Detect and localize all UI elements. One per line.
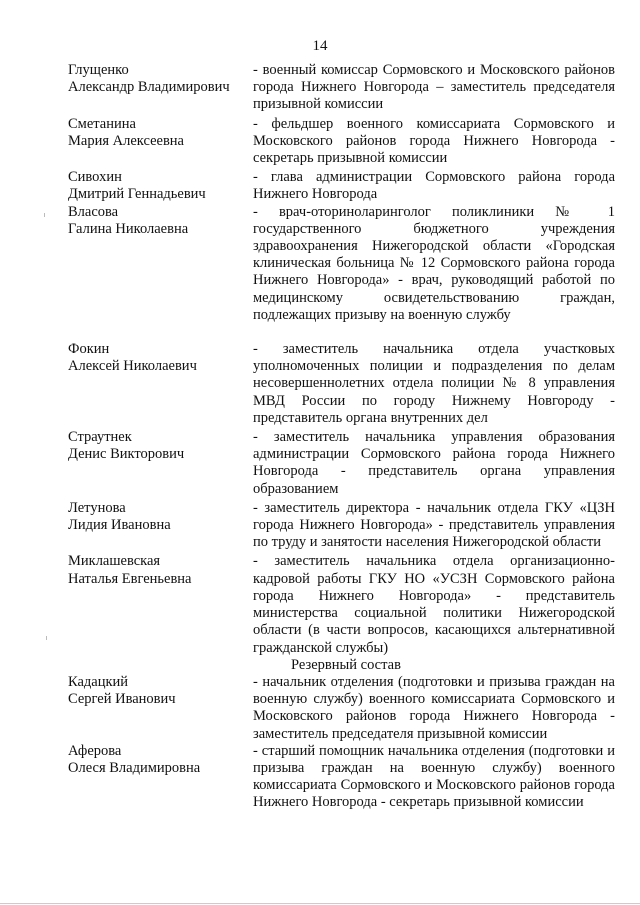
scan-mark (44, 213, 45, 217)
member-entry (68, 341, 616, 427)
member-name (68, 116, 248, 168)
member-role: - заместитель директора - начальник отдела ГКУ «ЦЗН города Нижнего Новгорода» - представитель управления по труду и занятости населения Нижегородской области (253, 499, 615, 551)
member-surname: Страутнек (68, 429, 132, 446)
member-surname: Кадацкий (68, 673, 129, 690)
member-entry (68, 116, 616, 168)
member-name (68, 429, 248, 498)
member-surname: Фокин (68, 341, 110, 358)
reserve-member-entry (68, 743, 616, 812)
scan-mark (46, 636, 47, 640)
member-surname: Глущенко (68, 62, 129, 78)
member-surname: Сивохин (68, 169, 122, 186)
scan-edge (0, 903, 640, 904)
member-surname: Летунова (68, 499, 126, 516)
page-number: 14 (312, 38, 328, 54)
member-entry (68, 169, 616, 203)
member-surname: Власова (68, 203, 119, 220)
member-given-names: Сергей Иванович (68, 691, 176, 708)
member-entry (68, 553, 616, 656)
member-name (68, 169, 248, 203)
member-role: - заместитель начальника отдела организационно-кадровой работы ГКУ НО «УСЗН Сормовского района города Нижнего Новгорода» - представитель министерства социальной политики Нижегородской области (в части вопросов, касающихся альтернативной гражданской службы) (253, 553, 615, 656)
member-given-names: Денис Викторович (68, 446, 185, 463)
member-surname: Сметанина (68, 115, 136, 132)
member-given-names: Мария Алексеевна (68, 132, 184, 149)
member-role: - врач-оториноларинголог поликлиники № 1 государственного бюджетного учреждения здравоохранения Нижегородской области «Городская клиническая больница № 12 Сормовского района города Нижнего Новгорода» - врач, руководящий работой по медицинскому освидетельствованию граждан, подлежащих призыву на военную службу (253, 203, 615, 323)
member-name (68, 553, 248, 656)
member-name (68, 500, 248, 552)
member-name (68, 204, 248, 324)
member-role: - военный комиссар Сормовского и Московского районов города Нижнего Новгорода – заместитель председателя призывной комиссии (253, 62, 615, 113)
member-entry (68, 429, 616, 498)
member-given-names: Дмитрий Геннадьевич (68, 186, 206, 203)
member-role: - заместитель начальника отдела участковых уполномоченных полиции и подразделения по делам несовершеннолетних отдела полиции № 8 управления МВД России по городу Нижнему Новгороду - представитель органа внутренних дел (253, 341, 615, 426)
member-entry (68, 500, 616, 552)
member-given-names: Наталья Евгеньевна (68, 570, 192, 587)
member-name (68, 62, 248, 114)
member-role: - фельдшер военного комиссариата Сормовского и Московского районов города Нижнего Новгорода - секретарь призывной комиссии (253, 115, 615, 167)
member-entry (68, 62, 616, 114)
member-given-names: Алексей Николаевич (68, 358, 197, 375)
member-name (68, 341, 248, 427)
member-surname: Миклашевская (68, 553, 161, 570)
member-role: - начальник отделения (подготовки и призыва граждан на военную службу) военного комиссариата Сормовского и Московского районов города Нижнего Новгорода - заместитель председателя призывной комиссии (253, 673, 615, 742)
reserve-heading: Резервный состав (291, 656, 401, 673)
member-entry (68, 204, 616, 324)
member-given-names: Александр Владимирович (68, 79, 230, 96)
member-name (68, 743, 248, 812)
reserve-member-entry (68, 674, 616, 743)
member-surname: Аферова (68, 742, 122, 759)
member-given-names: Олеся Владимировна (68, 759, 201, 776)
member-given-names: Лидия Ивановна (68, 517, 171, 534)
member-name (68, 674, 248, 743)
member-role: - старший помощник начальника отделения (подготовки и призыва граждан на военную службу) военного комиссариата Сормовского и Московского районов города Нижнего Новгорода - секретарь призывной комиссии (253, 742, 615, 811)
commission-members (68, 62, 616, 812)
member-role: - заместитель начальника управления образования администрации Сормовского района города Нижнего Новгорода - представитель органа управления образованием (253, 429, 615, 497)
member-given-names: Галина Николаевна (68, 220, 189, 237)
member-role: - глава администрации Сормовского района города Нижнего Новгорода (253, 169, 615, 203)
